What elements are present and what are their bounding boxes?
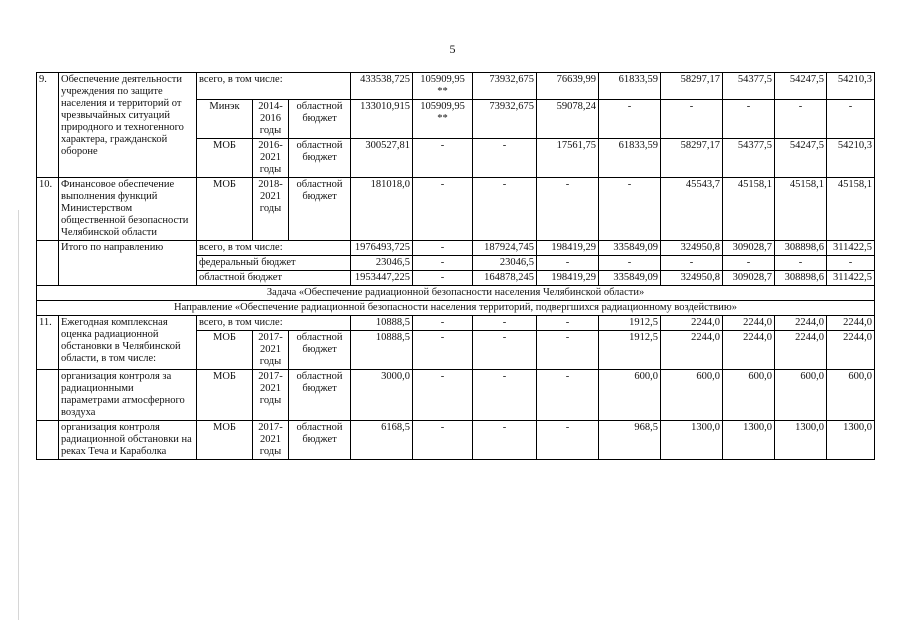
- years-cell: 2014-2016 годы: [253, 100, 289, 139]
- table-row: [37, 178, 875, 241]
- value-cell: -: [413, 241, 473, 256]
- table-row: [37, 316, 875, 331]
- value-cell: 968,5: [599, 421, 661, 460]
- executor-cell: МОБ: [197, 421, 253, 460]
- scan-margin-line: [18, 210, 19, 620]
- value-cell: 311422,5: [827, 241, 875, 256]
- value-cell: 23046,5: [473, 256, 537, 271]
- value-cell: -: [723, 100, 775, 139]
- value-cell: -: [473, 139, 537, 178]
- value-cell: -: [413, 271, 473, 286]
- total-label: всего, в том числе:: [197, 73, 351, 100]
- value-cell: 2244,0: [775, 316, 827, 331]
- value-cell: 54210,3: [827, 139, 875, 178]
- value-cell: -: [473, 421, 537, 460]
- total-label: всего, в том числе:: [197, 241, 351, 256]
- budget-table: [36, 72, 875, 460]
- executor-cell: МОБ: [197, 331, 253, 370]
- value-cell: 61833,59: [599, 73, 661, 100]
- page-number: 5: [449, 42, 456, 56]
- value-cell: 54377,5: [723, 139, 775, 178]
- value-cell: -: [775, 256, 827, 271]
- value-cell: 1300,0: [661, 421, 723, 460]
- value-cell: 2244,0: [827, 331, 875, 370]
- value-cell: -: [661, 256, 723, 271]
- value-cell: -: [413, 421, 473, 460]
- value-cell: 2244,0: [827, 316, 875, 331]
- value-cell: -: [537, 331, 599, 370]
- value-cell: -: [827, 256, 875, 271]
- value-cell: 308898,6: [775, 241, 827, 256]
- value-cell: 187924,745: [473, 241, 537, 256]
- value-cell: -: [473, 370, 537, 421]
- value-cell: -: [661, 100, 723, 139]
- value-cell: 198419,29: [537, 271, 599, 286]
- activity-name: Ежегодная комплексная оценка радиационной обстановки в Челябинской области, в том числе:: [59, 316, 197, 370]
- value-cell: 2244,0: [775, 331, 827, 370]
- years-cell: 2016-2021 годы: [253, 139, 289, 178]
- value-cell: -: [827, 100, 875, 139]
- budget-source-cell: областной бюджет: [289, 421, 351, 460]
- value-cell: -: [537, 178, 599, 241]
- value-cell: 54377,5: [723, 73, 775, 100]
- activity-name: организация контроля радиационной обстановки на реках Теча и Караболка: [59, 421, 197, 460]
- value-cell: 181018,0: [351, 178, 413, 241]
- value-cell: 54210,3: [827, 73, 875, 100]
- value-cell: 1300,0: [775, 421, 827, 460]
- value-cell: 58297,17: [661, 139, 723, 178]
- budget-source-label: областной бюджет: [197, 271, 351, 286]
- executor-cell: МОБ: [197, 139, 253, 178]
- value-cell: -: [599, 256, 661, 271]
- value-cell: 1300,0: [723, 421, 775, 460]
- row-number: 10.: [37, 178, 59, 241]
- activity-name: организация контроля за радиационными параметрами атмосферного воздуха: [59, 370, 197, 421]
- value-cell: 45158,1: [723, 178, 775, 241]
- row-number: [37, 421, 59, 460]
- value-cell: -: [413, 370, 473, 421]
- value-cell: -: [599, 178, 661, 241]
- value-cell: 311422,5: [827, 271, 875, 286]
- value-cell: 300527,81: [351, 139, 413, 178]
- value-cell: 309028,7: [723, 271, 775, 286]
- value-cell: 308898,6: [775, 271, 827, 286]
- value-cell: 73932,675: [473, 100, 537, 139]
- value-cell: -: [537, 256, 599, 271]
- footnote-mark: **: [437, 86, 448, 97]
- value-cell: 73932,675: [473, 73, 537, 100]
- row-number: [37, 241, 59, 286]
- value-cell: 1300,0: [827, 421, 875, 460]
- value-cell: 59078,24: [537, 100, 599, 139]
- table-row: [37, 241, 875, 256]
- value-cell: 198419,29: [537, 241, 599, 256]
- value-cell: 105909,95 **: [413, 73, 473, 100]
- value-cell: 10888,5: [351, 331, 413, 370]
- value-cell: 54247,5: [775, 139, 827, 178]
- table-row: [37, 286, 875, 301]
- value-cell: 3000,0: [351, 370, 413, 421]
- total-label: всего, в том числе:: [197, 316, 351, 331]
- value-cell: 45158,1: [827, 178, 875, 241]
- value-cell: -: [413, 256, 473, 271]
- value-cell: 2244,0: [723, 331, 775, 370]
- activity-name: Финансовое обеспечение выполнения функций Министерством общественной безопасности Челябинской области: [59, 178, 197, 241]
- executor-cell: МОБ: [197, 370, 253, 421]
- value-cell: 133010,915: [351, 100, 413, 139]
- value-cell: 164878,245: [473, 271, 537, 286]
- value-cell: -: [775, 100, 827, 139]
- value-cell: 45158,1: [775, 178, 827, 241]
- value-cell: -: [473, 316, 537, 331]
- value-cell: 309028,7: [723, 241, 775, 256]
- table-row: [37, 301, 875, 316]
- value-cell: -: [537, 316, 599, 331]
- value-cell: -: [537, 421, 599, 460]
- row-number: 9.: [37, 73, 59, 178]
- budget-source-cell: областной бюджет: [289, 139, 351, 178]
- value-cell: 61833,59: [599, 139, 661, 178]
- value-cell: 324950,8: [661, 271, 723, 286]
- executor-cell: Минэк: [197, 100, 253, 139]
- value-cell: 76639,99: [537, 73, 599, 100]
- value-cell: 45543,7: [661, 178, 723, 241]
- executor-cell: МОБ: [197, 178, 253, 241]
- value-cell: 1953447,225: [351, 271, 413, 286]
- years-cell: 2017-2021 годы: [253, 331, 289, 370]
- value-cell: 600,0: [661, 370, 723, 421]
- value-cell: 324950,8: [661, 241, 723, 256]
- budget-source-cell: областной бюджет: [289, 178, 351, 241]
- activity-name: Обеспечение деятельности учреждения по защите населения и территорий от чрезвычайных ситуаций природного и техногенного характера, гражданской обороне: [59, 73, 197, 178]
- value-cell: -: [473, 178, 537, 241]
- value-cell: 54247,5: [775, 73, 827, 100]
- value-cell: 433538,725: [351, 73, 413, 100]
- value-cell: 600,0: [775, 370, 827, 421]
- value-cell: -: [599, 100, 661, 139]
- value-cell: -: [537, 370, 599, 421]
- years-cell: 2018-2021 годы: [253, 178, 289, 241]
- table-row: [37, 73, 875, 100]
- value-cell: 600,0: [723, 370, 775, 421]
- value-cell: 600,0: [599, 370, 661, 421]
- value-cell: 105909,95 **: [413, 100, 473, 139]
- value-cell: -: [413, 331, 473, 370]
- table-row: [37, 421, 875, 460]
- value-cell: 600,0: [827, 370, 875, 421]
- value-cell: -: [413, 139, 473, 178]
- value-cell: 335849,09: [599, 241, 661, 256]
- direction-heading: Направление «Обеспечение радиационной безопасности населения территорий, подвергшихся радиационному воздействию»: [37, 301, 875, 316]
- value-cell: 1912,5: [599, 331, 661, 370]
- value-cell: -: [413, 178, 473, 241]
- years-cell: 2017-2021 годы: [253, 370, 289, 421]
- value-cell: 23046,5: [351, 256, 413, 271]
- value-cell: 1976493,725: [351, 241, 413, 256]
- value-cell: 10888,5: [351, 316, 413, 331]
- value-cell: -: [723, 256, 775, 271]
- years-cell: 2017-2021 годы: [253, 421, 289, 460]
- budget-source-cell: областной бюджет: [289, 370, 351, 421]
- value-cell: 2244,0: [661, 316, 723, 331]
- value-cell: -: [473, 331, 537, 370]
- value-cell: -: [413, 316, 473, 331]
- value-cell: 2244,0: [661, 331, 723, 370]
- row-number: 11.: [37, 316, 59, 370]
- value-cell: 2244,0: [723, 316, 775, 331]
- budget-source-cell: областной бюджет: [289, 100, 351, 139]
- subtotal-label: Итого по направлению: [59, 241, 197, 286]
- value-cell: 17561,75: [537, 139, 599, 178]
- budget-source-cell: областной бюджет: [289, 331, 351, 370]
- value-cell: 1912,5: [599, 316, 661, 331]
- footnote-mark: **: [437, 113, 448, 124]
- task-heading: Задача «Обеспечение радиационной безопасности населения Челябинской области»: [37, 286, 875, 301]
- value-cell: 6168,5: [351, 421, 413, 460]
- value-cell: 58297,17: [661, 73, 723, 100]
- table-row: [37, 370, 875, 421]
- row-number: [37, 370, 59, 421]
- value-cell: 335849,09: [599, 271, 661, 286]
- budget-source-label: федеральный бюджет: [197, 256, 351, 271]
